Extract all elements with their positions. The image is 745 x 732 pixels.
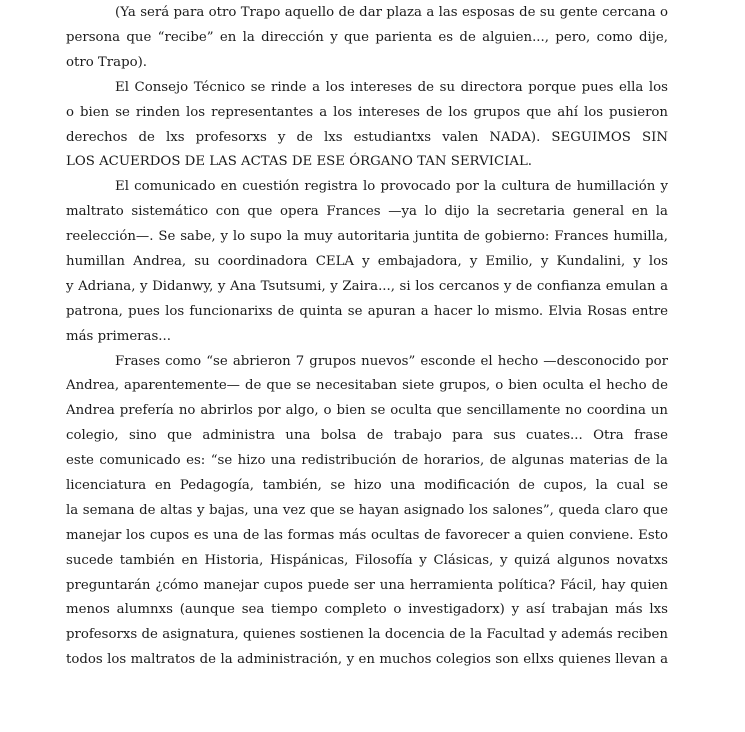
text-line: colegio, sino que administra una bolsa de trabajo para sus cuates... Otra frase [66, 428, 668, 444]
text-line: reelección—. Se sabe, y lo supo la muy autoritaria juntita de gobierno: Frances humilla, [66, 229, 668, 245]
text-line: maltrato sistemático con que opera Frances —ya lo dijo la secretaria general en la [66, 204, 668, 220]
text-line: humillan Andrea, su coordinadora CELA y embajadora, y Emilio, y Kundalini, y los [66, 254, 668, 270]
text-line: y Adriana, y Didanwy, y Ana Tsutsumi, y Zaira..., si los cercanos y de confianza emulan a [66, 278, 668, 294]
text-line: Andrea, aparentemente— de que se necesitaban siete grupos, o bien oculta el hecho de [66, 378, 668, 394]
text-line: Frases como “se abrieron 7 grupos nuevos” esconde el hecho —desconocido por [115, 353, 668, 369]
text-line: (Ya será para otro Trapo aquello de dar plaza a las esposas de su gente cercana o [115, 5, 668, 20]
text-line: derechos de lxs profesorxs y de lxs estudiantxs valen NADA). SEGUIMOS SIN [66, 129, 668, 145]
text-line: LOS ACUERDOS DE LAS ACTAS DE ESE ÓRGANO TAN SERVICIAL. [66, 154, 533, 170]
document-body [66, 0, 668, 673]
text-line: licenciatura en Pedagogía, también, se hizo una modificación de cupos, la cual se [66, 478, 668, 494]
text-line: preguntarán ¿cómo manejar cupos puede ser una herramienta política? Fácil, hay quien [66, 577, 668, 593]
text-line: menos alumnxs (aunque sea tiempo completo o investigadorx) y así trabajan más lxs [66, 602, 668, 618]
text-line: patrona, pues los funcionarixs de quinta se apuran a hacer lo mismo. Elvia Rosas entre [66, 303, 668, 319]
text-line: otro Trapo). [66, 54, 148, 70]
text-line: más primeras... [66, 328, 171, 344]
text-line: El comunicado en cuestión registra lo provocado por la cultura de humillación y [115, 179, 668, 195]
text-line: la semana de altas y bajas, una vez que se hayan asignado los salones”, queda claro que [66, 502, 668, 518]
text-line: este comunicado es: “se hizo una redistribución de horarios, de algunas materias de la [66, 453, 668, 469]
text-line: todos los maltratos de la administración, y en muchos colegios son ellxs quienes llevan a [66, 652, 668, 668]
text-line: El Consejo Técnico se rinde a los intereses de su directora porque pues ella los [115, 79, 668, 95]
text-line: profesorxs de asignatura, quienes sostienen la docencia de la Facultad y además reciben [66, 627, 668, 643]
text-line: manejar los cupos es una de las formas más ocultas de favorecer a quien conviene. Esto [66, 527, 668, 543]
text-line: o bien se rinden los representantes a los intereses de los grupos que ahí los pusieron [66, 104, 668, 120]
text-line: sucede también en Historia, Hispánicas, Filosofía y Clásicas, y quizá algunos novatxs [66, 552, 668, 568]
text-line: persona que “recibe” en la dirección y que parienta es de alguien..., pero, como dije, [66, 30, 668, 45]
text-line: Andrea prefería no abrirlos por algo, o bien se oculta que sencillamente no coordina un [66, 403, 668, 419]
